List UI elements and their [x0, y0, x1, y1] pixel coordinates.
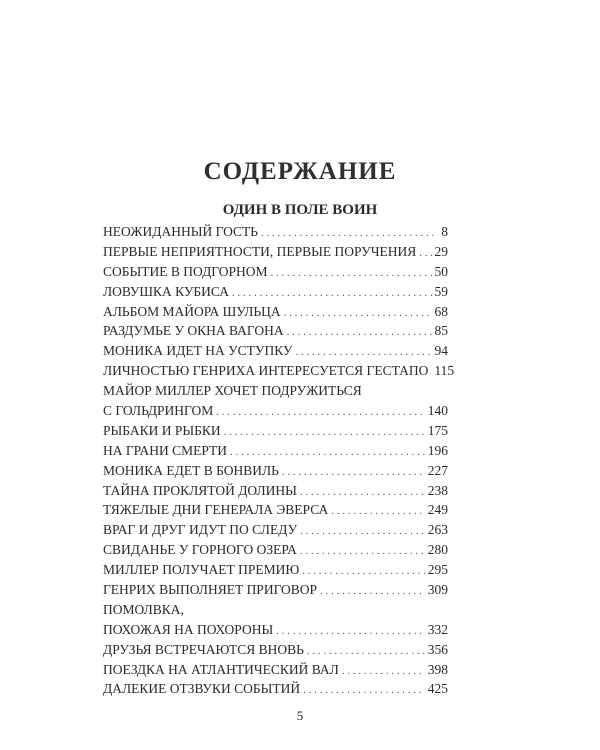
toc-entry[interactable] [103, 679, 448, 699]
toc-entry-title: ВРАГ И ДРУГ ИДУТ ПО СЛЕДУ [103, 522, 298, 538]
toc-dot-leader [302, 562, 424, 582]
toc-entry-title: МАЙОР МИЛЛЕР ХОЧЕТ ПОДРУЖИТЬСЯ [103, 383, 362, 399]
toc-entry-page: 50 [434, 263, 448, 279]
toc-entry-page: 140 [427, 403, 448, 419]
toc-dot-leader [320, 582, 425, 602]
toc-entry-title: АЛЬБОМ МАЙОРА ШУЛЬЦА [103, 303, 281, 319]
toc-entry[interactable] [103, 540, 448, 560]
toc-entry-page: 68 [434, 303, 448, 319]
toc-entry[interactable] [103, 321, 448, 341]
toc-entry-page: 356 [427, 641, 448, 657]
toc-entry-page: 227 [427, 462, 448, 478]
toc-entry[interactable] [103, 401, 448, 421]
toc-entry[interactable] [103, 302, 448, 322]
toc-dot-leader [419, 244, 431, 264]
toc-entry-page: 295 [427, 562, 448, 578]
toc-entry[interactable] [103, 461, 448, 481]
toc-dot-leader [303, 681, 425, 701]
toc-entry-title: СВИДАНЬЕ У ГОРНОГО ОЗЕРА [103, 542, 297, 558]
toc-entry-title: РАЗДУМЬЕ У ОКНА ВАГОНА [103, 323, 284, 339]
toc-entry-title: ЛОВУШКА КУБИСА [103, 283, 229, 299]
toc-entry[interactable] [103, 262, 448, 282]
toc-entry-title: МИЛЛЕР ПОЛУЧАЕТ ПРЕМИЮ [103, 562, 300, 578]
toc-entry-title: ПОМОЛВКА, [103, 601, 184, 617]
toc-entry-page: 398 [427, 661, 448, 677]
toc-entry[interactable] [103, 361, 455, 381]
toc-entry[interactable] [103, 481, 448, 501]
toc-entry-page: 332 [427, 621, 448, 637]
toc-entry-page: 425 [427, 681, 448, 697]
toc-entry-title: ПЕРВЫЕ НЕПРИЯТНОСТИ, ПЕРВЫЕ ПОРУЧЕНИЯ [103, 243, 417, 259]
toc-entry-page: 115 [434, 363, 455, 379]
toc-entry[interactable] [103, 341, 448, 361]
toc-entry[interactable] [103, 381, 448, 401]
section-title: ОДИН В ПОЛЕ ВОИН [222, 202, 378, 218]
page-title: СОДЕРЖАНИЕ [203, 158, 397, 185]
toc-entry-page: 196 [427, 442, 448, 458]
toc-dot-leader [331, 502, 424, 522]
toc-entry-page: 249 [427, 502, 448, 518]
toc-entry-page: 263 [427, 522, 448, 538]
toc-entry-title: С ГОЛЬДРИНГОМ [103, 403, 214, 419]
toc-entry-title: ДАЛЕКИЕ ОТЗВУКИ СОБЫТИЙ [103, 681, 301, 697]
toc-entry-page: 8 [441, 224, 448, 239]
toc-entry-title: ПОЕЗДКА НА АТЛАНТИЧЕСКИЙ ВАЛ [103, 661, 339, 677]
toc-entry-page: 59 [434, 283, 448, 299]
toc-dot-leader [342, 662, 425, 682]
toc-entry-page: 29 [434, 243, 448, 259]
toc-entry-title: ТЯЖЕЛЫЕ ДНИ ГЕНЕРАЛА ЭВЕРСА [103, 502, 329, 518]
toc-dot-leader [287, 323, 432, 343]
toc-entry[interactable] [103, 242, 448, 262]
page-number: 5 [296, 708, 304, 723]
toc-dot-leader [271, 264, 432, 284]
toc-entry-page: 238 [427, 482, 448, 498]
toc-entry[interactable] [103, 620, 448, 640]
toc-entry[interactable] [103, 660, 448, 680]
table-of-contents [103, 222, 455, 699]
toc-entry[interactable] [103, 500, 448, 520]
toc-entry[interactable] [103, 441, 448, 461]
toc-entry-title: ТАЙНА ПРОКЛЯТОЙ ДОЛИНЫ [103, 482, 297, 498]
toc-entry[interactable] [103, 580, 448, 600]
toc-entry-title: РЫБАКИ И РЫБКИ [103, 422, 221, 438]
toc-entry-page: 85 [434, 323, 448, 339]
toc-entry-title: СОБЫТИЕ В ПОДГОРНОМ [103, 263, 268, 279]
toc-entry-title: ПОХОЖАЯ НА ПОХОРОНЫ [103, 621, 274, 637]
toc-entry-page: 280 [427, 542, 448, 558]
toc-entry[interactable] [103, 600, 448, 620]
toc-dot-leader [300, 522, 425, 542]
toc-entry-page: 175 [427, 422, 448, 438]
toc-dot-leader [216, 403, 424, 423]
toc-dot-leader [282, 463, 425, 483]
toc-entry-title: ГЕНРИХ ВЫПОЛНЯЕТ ПРИГОВОР [103, 582, 318, 598]
toc-entry[interactable] [103, 222, 448, 242]
toc-dot-leader [284, 304, 432, 324]
toc-entry-page: 309 [427, 582, 448, 598]
toc-entry[interactable] [103, 520, 448, 540]
toc-entry-title: ЛИЧНОСТЬЮ ГЕНРИХА ИНТЕРЕСУЕТСЯ ГЕСТАПО [103, 363, 429, 379]
toc-entry[interactable] [103, 421, 448, 441]
toc-dot-leader [300, 542, 425, 562]
toc-entry-title: ДРУЗЬЯ ВСТРЕЧАЮТСЯ ВНОВЬ [103, 641, 304, 657]
toc-dot-leader [224, 423, 425, 443]
toc-entry-title: НЕОЖИДАННЫЙ ГОСТЬ [103, 224, 258, 239]
toc-entry[interactable] [103, 560, 448, 580]
toc-entry-title: МОНИКА ИДЕТ НА УСТУПКУ [103, 343, 293, 359]
toc-entry-title: МОНИКА ЕДЕТ В БОНВИЛЬ [103, 462, 279, 478]
toc-entry[interactable] [103, 282, 448, 302]
toc-entry[interactable] [103, 640, 448, 660]
toc-entry-title: НА ГРАНИ СМЕРТИ [103, 442, 228, 458]
toc-entry-page: 94 [434, 343, 448, 359]
